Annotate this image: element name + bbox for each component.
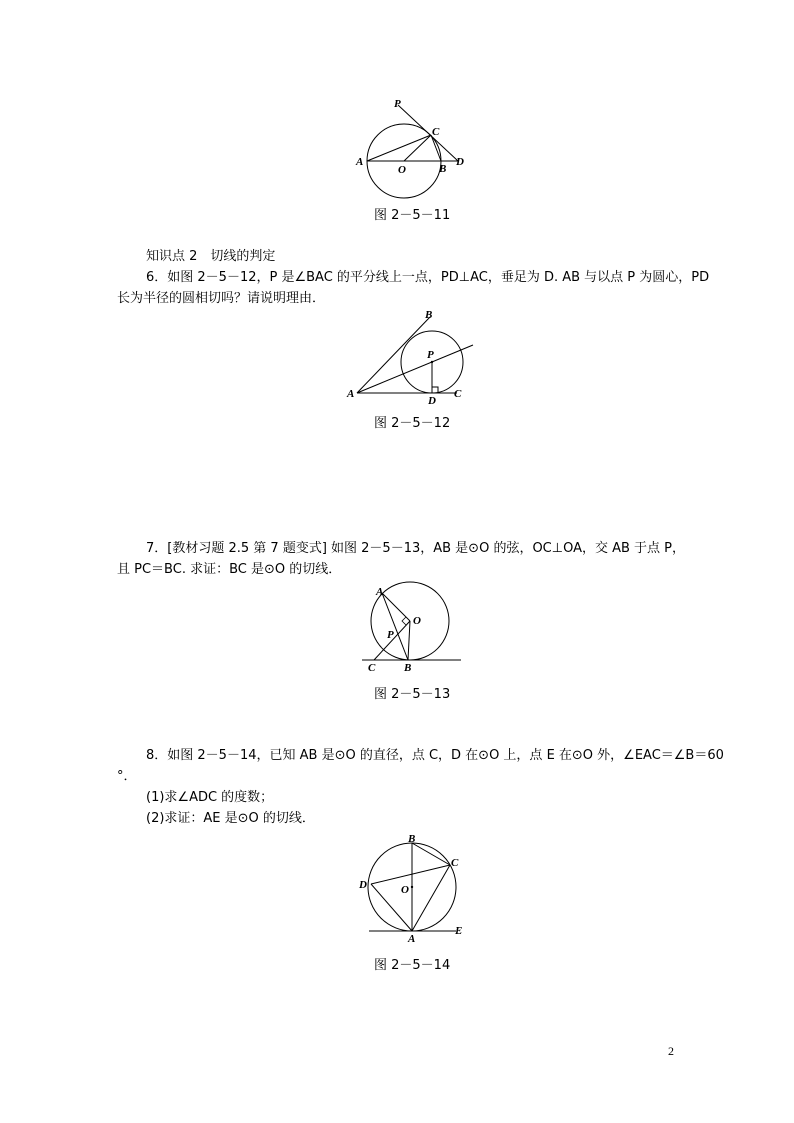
- problem-7-line2: 且 PC＝BC. 求证：BC 是⊙O 的切线．: [117, 562, 342, 577]
- problem-8-sub2: (2)求证：AE 是⊙O 的切线．: [146, 811, 315, 826]
- label-B: B: [404, 662, 412, 674]
- label-P: P: [387, 629, 394, 641]
- problem-8-sub1: (1)求∠ADC 的度数；: [146, 790, 274, 805]
- label-A: A: [347, 388, 355, 400]
- label-O: O: [398, 164, 406, 176]
- label-E: E: [455, 925, 463, 937]
- label-B: B: [425, 309, 433, 321]
- problem-7-line1: 7．[教材习题 2.5 第 7 题变式] 如图 2－5－13，AB 是⊙O 的弦，OC⊥OA，交 AB 于点 P，: [146, 541, 686, 556]
- figure-2-5-12: [345, 305, 480, 405]
- caption-2-5-11: 图 2－5－11: [374, 208, 451, 223]
- label-O: O: [401, 884, 409, 896]
- figure-2-5-14-drawing: [355, 830, 470, 945]
- problem-8-line2: °．: [117, 769, 137, 784]
- label-A: A: [408, 933, 416, 945]
- label-D: D: [359, 879, 367, 891]
- figure-2-5-11: [350, 95, 480, 185]
- label-A: A: [356, 156, 364, 168]
- label-D: D: [456, 156, 464, 168]
- figure-2-5-13-drawing: [360, 583, 465, 673]
- label-C: C: [451, 857, 459, 869]
- label-B: B: [439, 163, 447, 175]
- label-B: B: [408, 833, 416, 845]
- figure-2-5-11-drawing: [350, 95, 480, 185]
- caption-2-5-13: 图 2－5－13: [374, 687, 451, 702]
- label-P: P: [427, 349, 434, 361]
- label-A: A: [376, 586, 384, 598]
- page-number: 2: [668, 1044, 674, 1058]
- label-C: C: [432, 126, 440, 138]
- label-C: C: [368, 662, 376, 674]
- problem-6-line1: 6．如图 2－5－12，P 是∠BAC 的平分线上一点，PD⊥AC，垂足为 D. AB 与以点 P 为圆心，PD: [146, 270, 710, 285]
- caption-2-5-12: 图 2－5－12: [374, 416, 451, 431]
- figure-2-5-12-drawing: [345, 305, 480, 405]
- figure-2-5-14: [355, 830, 470, 945]
- label-D: D: [428, 395, 436, 407]
- figure-2-5-13: [360, 583, 465, 673]
- label-P: P: [394, 98, 401, 110]
- label-O: O: [413, 615, 421, 627]
- label-C: C: [454, 388, 462, 400]
- problem-6-line2: 长为半径的圆相切吗？请说明理由．: [117, 291, 326, 306]
- problem-8-line1: 8．如图 2－5－14，已知 AB 是⊙O 的直径，点 C，D 在⊙O 上，点 E 在⊙O 外，∠EAC＝∠B＝60: [146, 748, 724, 763]
- caption-2-5-14: 图 2－5－14: [374, 958, 451, 973]
- section-heading: 知识点 2 切线的判定: [146, 249, 276, 264]
